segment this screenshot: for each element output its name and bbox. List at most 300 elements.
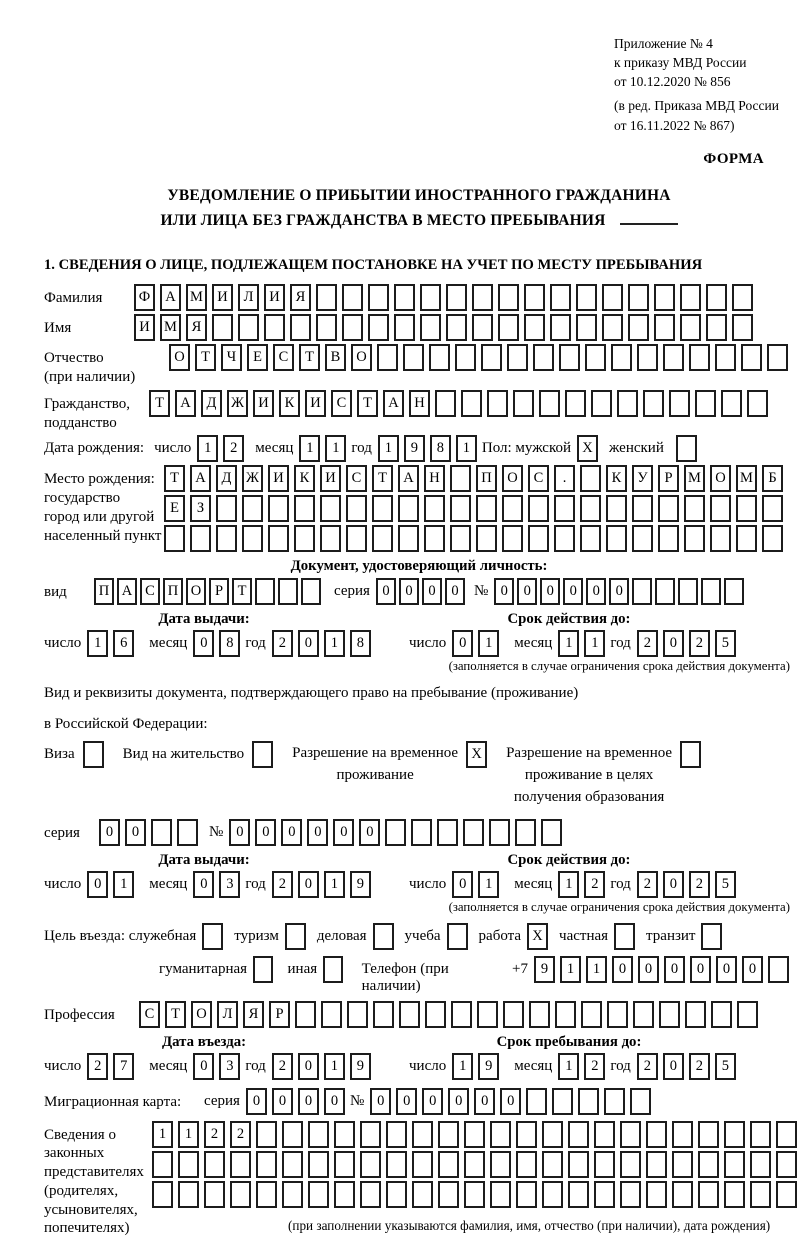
char-cell[interactable] xyxy=(308,1181,329,1208)
char-cell[interactable] xyxy=(689,344,710,371)
char-cell[interactable] xyxy=(663,344,684,371)
char-cell[interactable]: Е xyxy=(164,495,185,522)
char-cell[interactable] xyxy=(438,1121,459,1148)
char-cell[interactable] xyxy=(655,578,675,605)
char-cell[interactable]: 0 xyxy=(359,819,380,846)
char-cell[interactable]: Р xyxy=(209,578,229,605)
char-cell[interactable] xyxy=(268,495,289,522)
char-cell[interactable] xyxy=(294,525,315,552)
char-cell[interactable] xyxy=(464,1121,485,1148)
char-cell[interactable]: Т xyxy=(232,578,252,605)
char-cell[interactable] xyxy=(580,495,601,522)
char-cell[interactable]: 0 xyxy=(255,819,276,846)
char-cell[interactable]: 0 xyxy=(307,819,328,846)
char-cell[interactable] xyxy=(463,819,484,846)
char-cell[interactable]: 1 xyxy=(560,956,581,983)
purpose-work-checkbox[interactable]: X xyxy=(527,923,548,950)
char-cell[interactable]: К xyxy=(606,465,627,492)
char-cell[interactable] xyxy=(394,314,415,341)
char-cell[interactable] xyxy=(320,525,341,552)
char-cell[interactable]: 1 xyxy=(113,871,134,898)
char-cell[interactable] xyxy=(606,525,627,552)
char-cell[interactable]: 0 xyxy=(333,819,354,846)
char-cell[interactable] xyxy=(524,314,545,341)
char-cell[interactable] xyxy=(264,314,285,341)
char-cell[interactable] xyxy=(568,1151,589,1178)
char-cell[interactable]: И xyxy=(320,465,341,492)
char-cell[interactable] xyxy=(321,1001,342,1028)
char-cell[interactable] xyxy=(437,819,458,846)
char-cell[interactable]: 0 xyxy=(638,956,659,983)
char-cell[interactable] xyxy=(710,495,731,522)
char-cell[interactable] xyxy=(346,495,367,522)
char-cell[interactable] xyxy=(724,1151,745,1178)
char-cell[interactable] xyxy=(472,314,493,341)
char-cell[interactable] xyxy=(555,1001,576,1028)
char-cell[interactable]: 2 xyxy=(689,630,710,657)
char-cell[interactable] xyxy=(568,1181,589,1208)
purpose-private-checkbox[interactable] xyxy=(614,923,635,950)
char-cell[interactable] xyxy=(230,1151,251,1178)
char-cell[interactable] xyxy=(776,1151,797,1178)
char-cell[interactable]: 0 xyxy=(193,871,214,898)
purpose-humanitarian-checkbox[interactable] xyxy=(253,956,272,983)
char-cell[interactable]: 8 xyxy=(219,630,240,657)
char-cell[interactable] xyxy=(604,1088,625,1115)
char-cell[interactable] xyxy=(552,1088,573,1115)
char-cell[interactable]: 1 xyxy=(324,871,345,898)
char-cell[interactable]: 0 xyxy=(193,630,214,657)
char-cell[interactable]: 2 xyxy=(637,630,658,657)
char-cell[interactable] xyxy=(628,284,649,311)
char-cell[interactable] xyxy=(294,495,315,522)
char-cell[interactable] xyxy=(684,495,705,522)
char-cell[interactable]: 1 xyxy=(558,1053,579,1080)
char-cell[interactable]: Д xyxy=(201,390,222,417)
char-cell[interactable]: 1 xyxy=(324,630,345,657)
char-cell[interactable]: 8 xyxy=(430,435,451,462)
char-cell[interactable]: 5 xyxy=(715,871,736,898)
char-cell[interactable] xyxy=(342,314,363,341)
purpose-official-checkbox[interactable] xyxy=(202,923,223,950)
char-cell[interactable]: 0 xyxy=(87,871,108,898)
char-cell[interactable]: 0 xyxy=(422,1088,443,1115)
char-cell[interactable] xyxy=(606,495,627,522)
char-cell[interactable] xyxy=(256,1151,277,1178)
residence-permit-checkbox[interactable] xyxy=(252,741,273,768)
char-cell[interactable] xyxy=(385,819,406,846)
char-cell[interactable] xyxy=(516,1121,537,1148)
char-cell[interactable]: А xyxy=(175,390,196,417)
char-cell[interactable]: Ж xyxy=(227,390,248,417)
char-cell[interactable] xyxy=(255,578,275,605)
char-cell[interactable]: 0 xyxy=(125,819,146,846)
char-cell[interactable] xyxy=(256,1121,277,1148)
char-cell[interactable] xyxy=(750,1121,771,1148)
char-cell[interactable]: 1 xyxy=(197,435,218,462)
char-cell[interactable]: 0 xyxy=(298,1088,319,1115)
char-cell[interactable]: Д xyxy=(216,465,237,492)
char-cell[interactable] xyxy=(373,1001,394,1028)
char-cell[interactable]: 2 xyxy=(230,1121,251,1148)
char-cell[interactable]: 1 xyxy=(178,1121,199,1148)
char-cell[interactable] xyxy=(516,1181,537,1208)
gender-female-checkbox[interactable] xyxy=(676,435,697,462)
char-cell[interactable]: И xyxy=(212,284,233,311)
char-cell[interactable] xyxy=(724,1121,745,1148)
char-cell[interactable]: 1 xyxy=(586,956,607,983)
char-cell[interactable] xyxy=(539,390,560,417)
visa-checkbox[interactable] xyxy=(83,741,104,768)
char-cell[interactable] xyxy=(476,525,497,552)
char-cell[interactable]: 0 xyxy=(517,578,537,605)
char-cell[interactable]: О xyxy=(169,344,190,371)
char-cell[interactable] xyxy=(701,578,721,605)
char-cell[interactable]: 0 xyxy=(445,578,465,605)
char-cell[interactable] xyxy=(695,390,716,417)
char-cell[interactable]: С xyxy=(346,465,367,492)
char-cell[interactable] xyxy=(498,314,519,341)
char-cell[interactable] xyxy=(472,284,493,311)
char-cell[interactable] xyxy=(450,495,471,522)
char-cell[interactable] xyxy=(490,1121,511,1148)
char-cell[interactable] xyxy=(750,1181,771,1208)
char-cell[interactable]: 9 xyxy=(404,435,425,462)
char-cell[interactable] xyxy=(654,314,675,341)
char-cell[interactable]: 1 xyxy=(324,1053,345,1080)
char-cell[interactable]: 1 xyxy=(325,435,346,462)
char-cell[interactable]: М xyxy=(684,465,705,492)
char-cell[interactable] xyxy=(282,1181,303,1208)
char-cell[interactable] xyxy=(602,314,623,341)
char-cell[interactable]: 9 xyxy=(350,1053,371,1080)
char-cell[interactable] xyxy=(620,1181,641,1208)
char-cell[interactable]: Р xyxy=(269,1001,290,1028)
char-cell[interactable] xyxy=(360,1151,381,1178)
char-cell[interactable] xyxy=(762,525,783,552)
char-cell[interactable]: Т xyxy=(372,465,393,492)
char-cell[interactable] xyxy=(461,390,482,417)
char-cell[interactable] xyxy=(424,525,445,552)
char-cell[interactable]: Я xyxy=(186,314,207,341)
char-cell[interactable]: Т xyxy=(357,390,378,417)
char-cell[interactable] xyxy=(412,1151,433,1178)
char-cell[interactable] xyxy=(637,344,658,371)
char-cell[interactable]: О xyxy=(710,465,731,492)
char-cell[interactable]: О xyxy=(502,465,523,492)
char-cell[interactable] xyxy=(698,1121,719,1148)
char-cell[interactable]: А xyxy=(383,390,404,417)
char-cell[interactable] xyxy=(490,1181,511,1208)
char-cell[interactable] xyxy=(446,284,467,311)
char-cell[interactable] xyxy=(256,1181,277,1208)
char-cell[interactable]: 0 xyxy=(663,871,684,898)
char-cell[interactable] xyxy=(767,344,788,371)
char-cell[interactable] xyxy=(412,1181,433,1208)
char-cell[interactable]: Т xyxy=(164,465,185,492)
char-cell[interactable]: . xyxy=(554,465,575,492)
char-cell[interactable]: П xyxy=(163,578,183,605)
char-cell[interactable] xyxy=(446,314,467,341)
char-cell[interactable] xyxy=(425,1001,446,1028)
char-cell[interactable] xyxy=(347,1001,368,1028)
char-cell[interactable] xyxy=(533,344,554,371)
char-cell[interactable] xyxy=(669,390,690,417)
char-cell[interactable]: 1 xyxy=(558,630,579,657)
char-cell[interactable] xyxy=(550,284,571,311)
char-cell[interactable] xyxy=(776,1181,797,1208)
char-cell[interactable]: 0 xyxy=(742,956,763,983)
char-cell[interactable]: 1 xyxy=(152,1121,173,1148)
char-cell[interactable] xyxy=(672,1181,693,1208)
char-cell[interactable] xyxy=(308,1151,329,1178)
char-cell[interactable] xyxy=(320,495,341,522)
char-cell[interactable] xyxy=(450,525,471,552)
char-cell[interactable] xyxy=(178,1151,199,1178)
char-cell[interactable]: С xyxy=(331,390,352,417)
char-cell[interactable]: А xyxy=(160,284,181,311)
char-cell[interactable]: 2 xyxy=(204,1121,225,1148)
char-cell[interactable] xyxy=(646,1121,667,1148)
char-cell[interactable] xyxy=(611,344,632,371)
char-cell[interactable]: К xyxy=(279,390,300,417)
char-cell[interactable]: 3 xyxy=(219,871,240,898)
char-cell[interactable] xyxy=(438,1151,459,1178)
char-cell[interactable] xyxy=(498,284,519,311)
char-cell[interactable] xyxy=(576,284,597,311)
char-cell[interactable] xyxy=(685,1001,706,1028)
char-cell[interactable]: 2 xyxy=(584,1053,605,1080)
char-cell[interactable]: Т xyxy=(195,344,216,371)
char-cell[interactable] xyxy=(152,1151,173,1178)
char-cell[interactable]: 9 xyxy=(478,1053,499,1080)
char-cell[interactable]: 9 xyxy=(534,956,555,983)
char-cell[interactable] xyxy=(632,578,652,605)
char-cell[interactable] xyxy=(620,1121,641,1148)
char-cell[interactable] xyxy=(768,956,789,983)
char-cell[interactable]: 1 xyxy=(478,630,499,657)
char-cell[interactable] xyxy=(403,344,424,371)
char-cell[interactable] xyxy=(524,284,545,311)
char-cell[interactable] xyxy=(554,495,575,522)
char-cell[interactable] xyxy=(420,314,441,341)
char-cell[interactable] xyxy=(242,495,263,522)
char-cell[interactable] xyxy=(578,1088,599,1115)
char-cell[interactable] xyxy=(672,1151,693,1178)
char-cell[interactable] xyxy=(737,1001,758,1028)
char-cell[interactable]: 2 xyxy=(637,1053,658,1080)
temp-residence-checkbox[interactable]: X xyxy=(466,741,487,768)
char-cell[interactable]: 1 xyxy=(584,630,605,657)
char-cell[interactable] xyxy=(164,525,185,552)
char-cell[interactable]: 0 xyxy=(500,1088,521,1115)
char-cell[interactable]: 5 xyxy=(715,1053,736,1080)
char-cell[interactable]: М xyxy=(736,465,757,492)
char-cell[interactable]: 5 xyxy=(715,630,736,657)
char-cell[interactable] xyxy=(550,314,571,341)
char-cell[interactable] xyxy=(377,344,398,371)
char-cell[interactable]: 8 xyxy=(350,630,371,657)
char-cell[interactable] xyxy=(372,525,393,552)
char-cell[interactable] xyxy=(585,344,606,371)
char-cell[interactable] xyxy=(204,1151,225,1178)
char-cell[interactable] xyxy=(762,495,783,522)
char-cell[interactable]: 2 xyxy=(689,871,710,898)
char-cell[interactable] xyxy=(282,1151,303,1178)
char-cell[interactable]: З xyxy=(190,495,211,522)
char-cell[interactable] xyxy=(747,390,768,417)
char-cell[interactable] xyxy=(528,495,549,522)
char-cell[interactable]: Ч xyxy=(221,344,242,371)
char-cell[interactable] xyxy=(672,1121,693,1148)
char-cell[interactable]: 0 xyxy=(246,1088,267,1115)
char-cell[interactable] xyxy=(177,819,198,846)
char-cell[interactable]: 0 xyxy=(229,819,250,846)
char-cell[interactable]: 0 xyxy=(664,956,685,983)
char-cell[interactable] xyxy=(282,1121,303,1148)
char-cell[interactable] xyxy=(398,495,419,522)
char-cell[interactable] xyxy=(477,1001,498,1028)
char-cell[interactable] xyxy=(204,1181,225,1208)
char-cell[interactable] xyxy=(526,1088,547,1115)
char-cell[interactable]: 2 xyxy=(272,630,293,657)
char-cell[interactable]: 2 xyxy=(87,1053,108,1080)
char-cell[interactable] xyxy=(724,1181,745,1208)
char-cell[interactable] xyxy=(295,1001,316,1028)
char-cell[interactable] xyxy=(632,495,653,522)
char-cell[interactable] xyxy=(580,525,601,552)
char-cell[interactable] xyxy=(399,1001,420,1028)
char-cell[interactable]: О xyxy=(186,578,206,605)
char-cell[interactable] xyxy=(715,344,736,371)
char-cell[interactable] xyxy=(658,495,679,522)
char-cell[interactable] xyxy=(450,465,471,492)
char-cell[interactable] xyxy=(516,1151,537,1178)
char-cell[interactable]: П xyxy=(476,465,497,492)
char-cell[interactable] xyxy=(502,525,523,552)
char-cell[interactable] xyxy=(316,314,337,341)
char-cell[interactable] xyxy=(394,284,415,311)
char-cell[interactable]: 9 xyxy=(350,871,371,898)
char-cell[interactable] xyxy=(776,1121,797,1148)
char-cell[interactable] xyxy=(680,284,701,311)
char-cell[interactable]: Ж xyxy=(242,465,263,492)
char-cell[interactable] xyxy=(190,525,211,552)
purpose-business-checkbox[interactable] xyxy=(373,923,394,950)
char-cell[interactable] xyxy=(732,284,753,311)
char-cell[interactable]: А xyxy=(398,465,419,492)
char-cell[interactable] xyxy=(581,1001,602,1028)
char-cell[interactable] xyxy=(594,1181,615,1208)
char-cell[interactable] xyxy=(476,495,497,522)
char-cell[interactable]: Я xyxy=(290,284,311,311)
char-cell[interactable]: 1 xyxy=(478,871,499,898)
char-cell[interactable]: П xyxy=(94,578,114,605)
char-cell[interactable]: С xyxy=(139,1001,160,1028)
char-cell[interactable]: 1 xyxy=(452,1053,473,1080)
char-cell[interactable] xyxy=(741,344,762,371)
char-cell[interactable]: 0 xyxy=(422,578,442,605)
char-cell[interactable] xyxy=(451,1001,472,1028)
char-cell[interactable] xyxy=(680,314,701,341)
char-cell[interactable]: Т xyxy=(149,390,170,417)
char-cell[interactable] xyxy=(342,284,363,311)
char-cell[interactable] xyxy=(502,495,523,522)
purpose-transit-checkbox[interactable] xyxy=(701,923,722,950)
char-cell[interactable]: 2 xyxy=(637,871,658,898)
char-cell[interactable]: 2 xyxy=(689,1053,710,1080)
char-cell[interactable] xyxy=(216,495,237,522)
char-cell[interactable] xyxy=(507,344,528,371)
char-cell[interactable] xyxy=(698,1151,719,1178)
char-cell[interactable] xyxy=(464,1181,485,1208)
char-cell[interactable] xyxy=(591,390,612,417)
char-cell[interactable] xyxy=(360,1181,381,1208)
char-cell[interactable] xyxy=(242,525,263,552)
char-cell[interactable] xyxy=(576,314,597,341)
char-cell[interactable] xyxy=(513,390,534,417)
char-cell[interactable] xyxy=(542,1181,563,1208)
char-cell[interactable] xyxy=(568,1121,589,1148)
char-cell[interactable]: 1 xyxy=(456,435,477,462)
char-cell[interactable] xyxy=(711,1001,732,1028)
char-cell[interactable]: А xyxy=(190,465,211,492)
char-cell[interactable]: 0 xyxy=(193,1053,214,1080)
char-cell[interactable]: Е xyxy=(247,344,268,371)
char-cell[interactable]: 0 xyxy=(612,956,633,983)
char-cell[interactable] xyxy=(732,314,753,341)
char-cell[interactable] xyxy=(698,1181,719,1208)
char-cell[interactable] xyxy=(620,1151,641,1178)
char-cell[interactable]: И xyxy=(268,465,289,492)
char-cell[interactable]: 0 xyxy=(370,1088,391,1115)
char-cell[interactable] xyxy=(301,578,321,605)
char-cell[interactable]: 0 xyxy=(272,1088,293,1115)
char-cell[interactable] xyxy=(412,1121,433,1148)
char-cell[interactable] xyxy=(630,1088,651,1115)
char-cell[interactable]: 1 xyxy=(87,630,108,657)
char-cell[interactable] xyxy=(646,1181,667,1208)
char-cell[interactable]: М xyxy=(160,314,181,341)
char-cell[interactable] xyxy=(554,525,575,552)
char-cell[interactable] xyxy=(565,390,586,417)
char-cell[interactable]: 6 xyxy=(113,630,134,657)
char-cell[interactable] xyxy=(529,1001,550,1028)
char-cell[interactable] xyxy=(658,525,679,552)
char-cell[interactable]: Н xyxy=(409,390,430,417)
char-cell[interactable]: Л xyxy=(217,1001,238,1028)
char-cell[interactable]: И xyxy=(253,390,274,417)
char-cell[interactable]: 2 xyxy=(584,871,605,898)
char-cell[interactable]: 0 xyxy=(609,578,629,605)
char-cell[interactable]: 1 xyxy=(378,435,399,462)
char-cell[interactable]: 0 xyxy=(540,578,560,605)
char-cell[interactable]: 0 xyxy=(281,819,302,846)
char-cell[interactable]: 0 xyxy=(298,630,319,657)
char-cell[interactable] xyxy=(334,1151,355,1178)
char-cell[interactable] xyxy=(212,314,233,341)
purpose-other-checkbox[interactable] xyxy=(323,956,342,983)
char-cell[interactable] xyxy=(308,1121,329,1148)
gender-male-checkbox[interactable]: X xyxy=(577,435,598,462)
char-cell[interactable]: 0 xyxy=(494,578,514,605)
purpose-tourism-checkbox[interactable] xyxy=(285,923,306,950)
char-cell[interactable]: 0 xyxy=(563,578,583,605)
char-cell[interactable]: 0 xyxy=(452,630,473,657)
char-cell[interactable] xyxy=(750,1151,771,1178)
char-cell[interactable]: И xyxy=(305,390,326,417)
char-cell[interactable] xyxy=(372,495,393,522)
